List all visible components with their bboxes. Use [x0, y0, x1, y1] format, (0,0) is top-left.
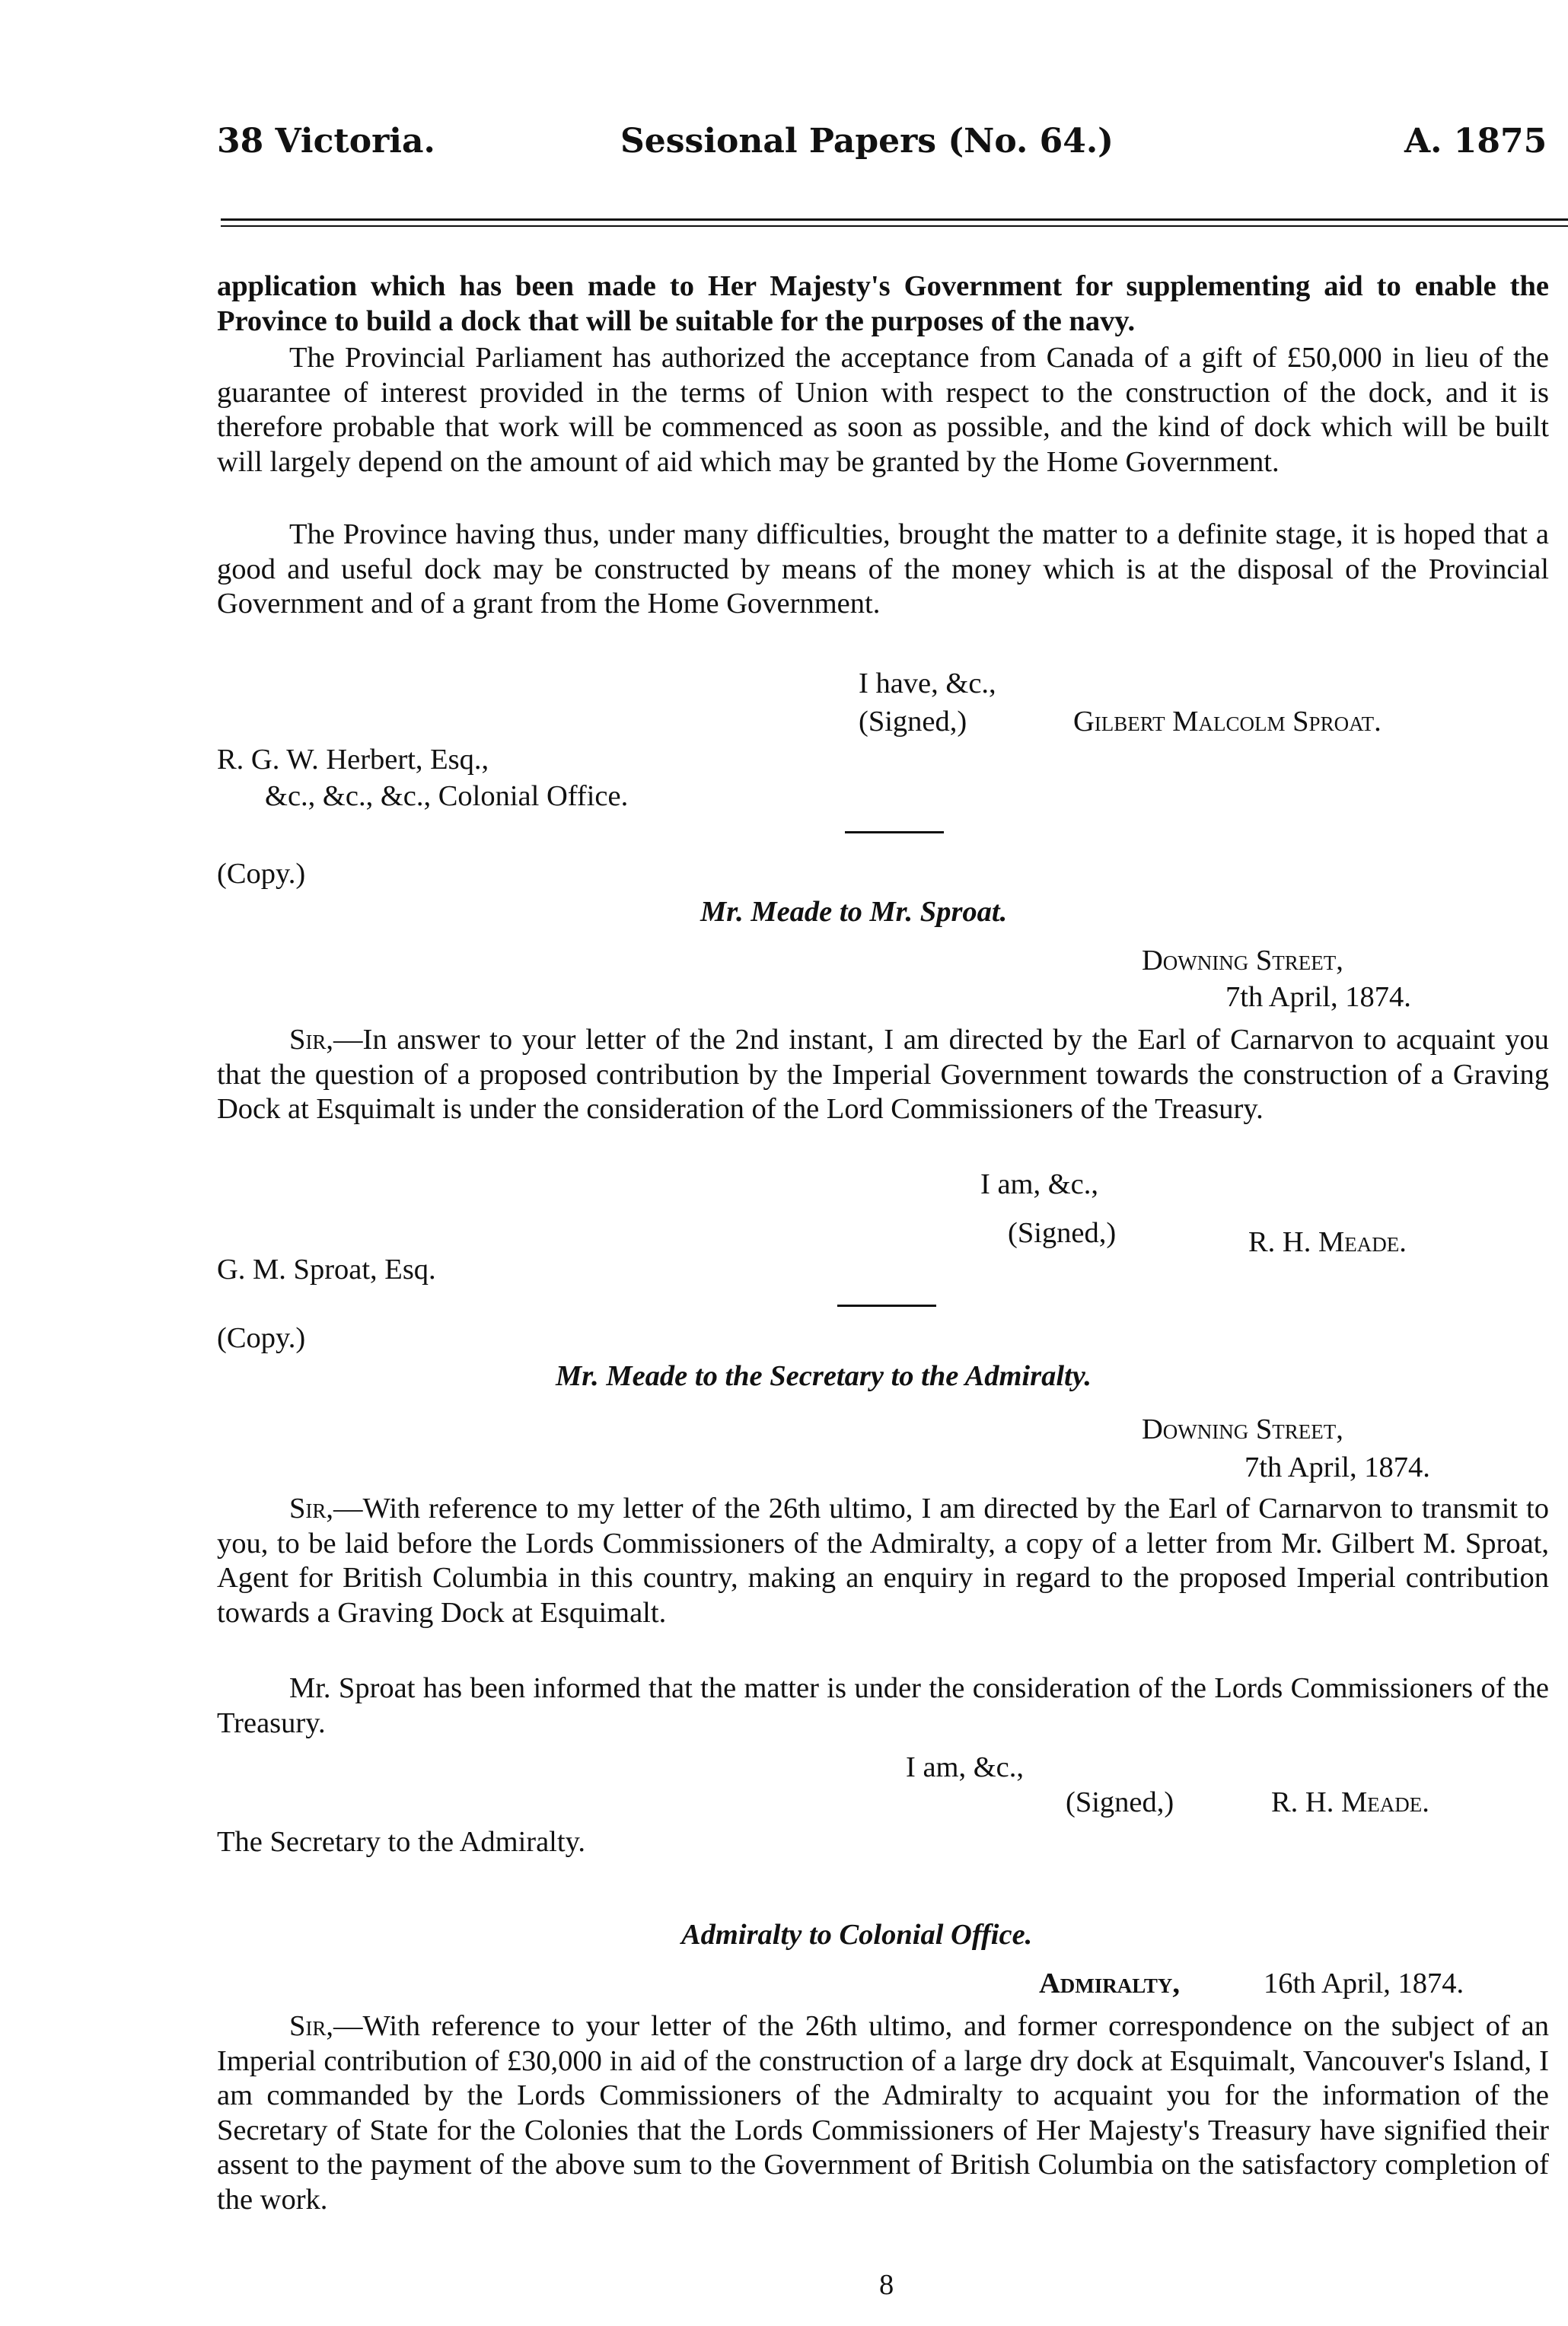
letter3-signer: R. H. Meade. [1271, 1786, 1429, 1818]
letter4-body-text: —With reference to your letter of the 26th ultimo, and former correspondence on the subject of an Imperial contribution of £30,000 in aid of the construction of a large dry dock at Esquimalt, Vancouver's Island, I am commanded by the Lords Commissioners of the Admiralty to acquaint you for the information of the Secretary of State for the Colonies that the Lords Commissioners of Her Majesty's Treasury have signified their assent to the payment of the above sum to the Government of British Columbia on the satisfactory completion of the work. [217, 2010, 1549, 2216]
header-session: 38 Victoria. [217, 122, 435, 161]
letter3-salutation: Sir, [289, 1493, 334, 1525]
letter3-signed: (Signed,) [1066, 1786, 1174, 1818]
letter4-place: Admiralty, [1039, 1968, 1180, 1999]
letter3-title: Mr. Meade to the Secretary to the Admiralty. [556, 1360, 1092, 1392]
header-year: A. 1875 [1404, 122, 1547, 161]
letter3-paragraph-2: Mr. Sproat has been informed that the matter is under the consideration of the Lords Commissioners of the Treasury. [217, 1672, 1549, 1739]
letter3-addressee: The Secretary to the Admiralty. [217, 1826, 585, 1858]
letter3-copy-label: (Copy.) [217, 1322, 306, 1354]
letter2-addressee: G. M. Sproat, Esq. [217, 1254, 436, 1286]
letter3-body [217, 1492, 1549, 1630]
letter1-paragraph-1: application which has been made to Her Majesty's Government for supplementing aid to enable the Province to build a dock that will be suitable for the purposes of the navy. [217, 270, 1549, 337]
letter2-title: Mr. Meade to Mr. Sproat. [700, 896, 1008, 928]
section-divider [845, 831, 944, 833]
letter1-addressee-office: &c., &c., &c., Colonial Office. [265, 780, 629, 812]
section-divider [837, 1305, 936, 1307]
header-rule-bottom [221, 225, 1568, 227]
letter2-copy-label: (Copy.) [217, 858, 306, 890]
header-title: Sessional Papers (No. 64.) [620, 122, 1114, 161]
letter1-paragraph-2: The Provincial Parliament has authorized the acceptance from Canada of a gift of £50,000 in lieu of the guarantee of interest provided in the terms of Union with respect to the construction of the dock, and it is therefore probable that work will be commenced as soon as possible, and the kind of dock which will be built will largely depend on the amount of aid which may be granted by the Home Government. [217, 342, 1549, 478]
header-rule-top [221, 218, 1568, 221]
page-number: 8 [879, 2269, 894, 2301]
letter3-date: 7th April, 1874. [1245, 1451, 1430, 1483]
letter3-body-text: —With reference to my letter of the 26th ultimo, I am directed by the Earl of Carnarvon to transmit to you, to be laid before the Lords Commissioners of the Admiralty, a copy of a letter from Mr. Gilbert M. Sproat, Agent for British Columbia in this country, making an enquiry in regard to the proposed Imperial contribution towards a Graving Dock at Esquimalt. [217, 1493, 1549, 1629]
letter2-salutation: Sir, [289, 1024, 334, 1056]
letter3-place: Downing Street, [1142, 1413, 1343, 1445]
letter2-body-text: —In answer to your letter of the 2nd instant, I am directed by the Earl of Carnarvon to acquaint you that the question of a proposed contribution by the Imperial Government towards the construction of a Graving Dock at Esquimalt is under the consideration of the Lord Commissioners of the Treasury. [217, 1024, 1549, 1126]
letter2-signer: R. H. Meade. [1248, 1226, 1407, 1258]
letter2-closing: I am, &c., [980, 1168, 1099, 1200]
letter4-body [217, 2009, 1549, 2218]
letter4-date: 16th April, 1874. [1264, 1968, 1464, 1999]
letter4-salutation: Sir, [289, 2010, 334, 2042]
letter1-closing: I have, &c., [859, 668, 996, 699]
letter1-signed: (Signed,) [859, 706, 967, 738]
letter1-addressee: R. G. W. Herbert, Esq., [217, 744, 489, 776]
letter2-date: 7th April, 1874. [1225, 981, 1411, 1013]
letter4-title: Admiralty to Colonial Office. [681, 1919, 1033, 1951]
letter1-paragraph-3: The Province having thus, under many difficulties, brought the matter to a definite stage, it is hoped that a good and useful dock may be constructed by means of the money which is at the disposal of the Provincial Government and of a grant from the Home Government. [217, 518, 1549, 620]
letter2-place: Downing Street, [1142, 945, 1343, 977]
letter2-body [217, 1023, 1549, 1127]
letter2-signed: (Signed,) [1008, 1217, 1117, 1249]
letter1-signer: Gilbert Malcolm Sproat. [1073, 706, 1382, 738]
letter3-closing: I am, &c., [906, 1751, 1025, 1783]
